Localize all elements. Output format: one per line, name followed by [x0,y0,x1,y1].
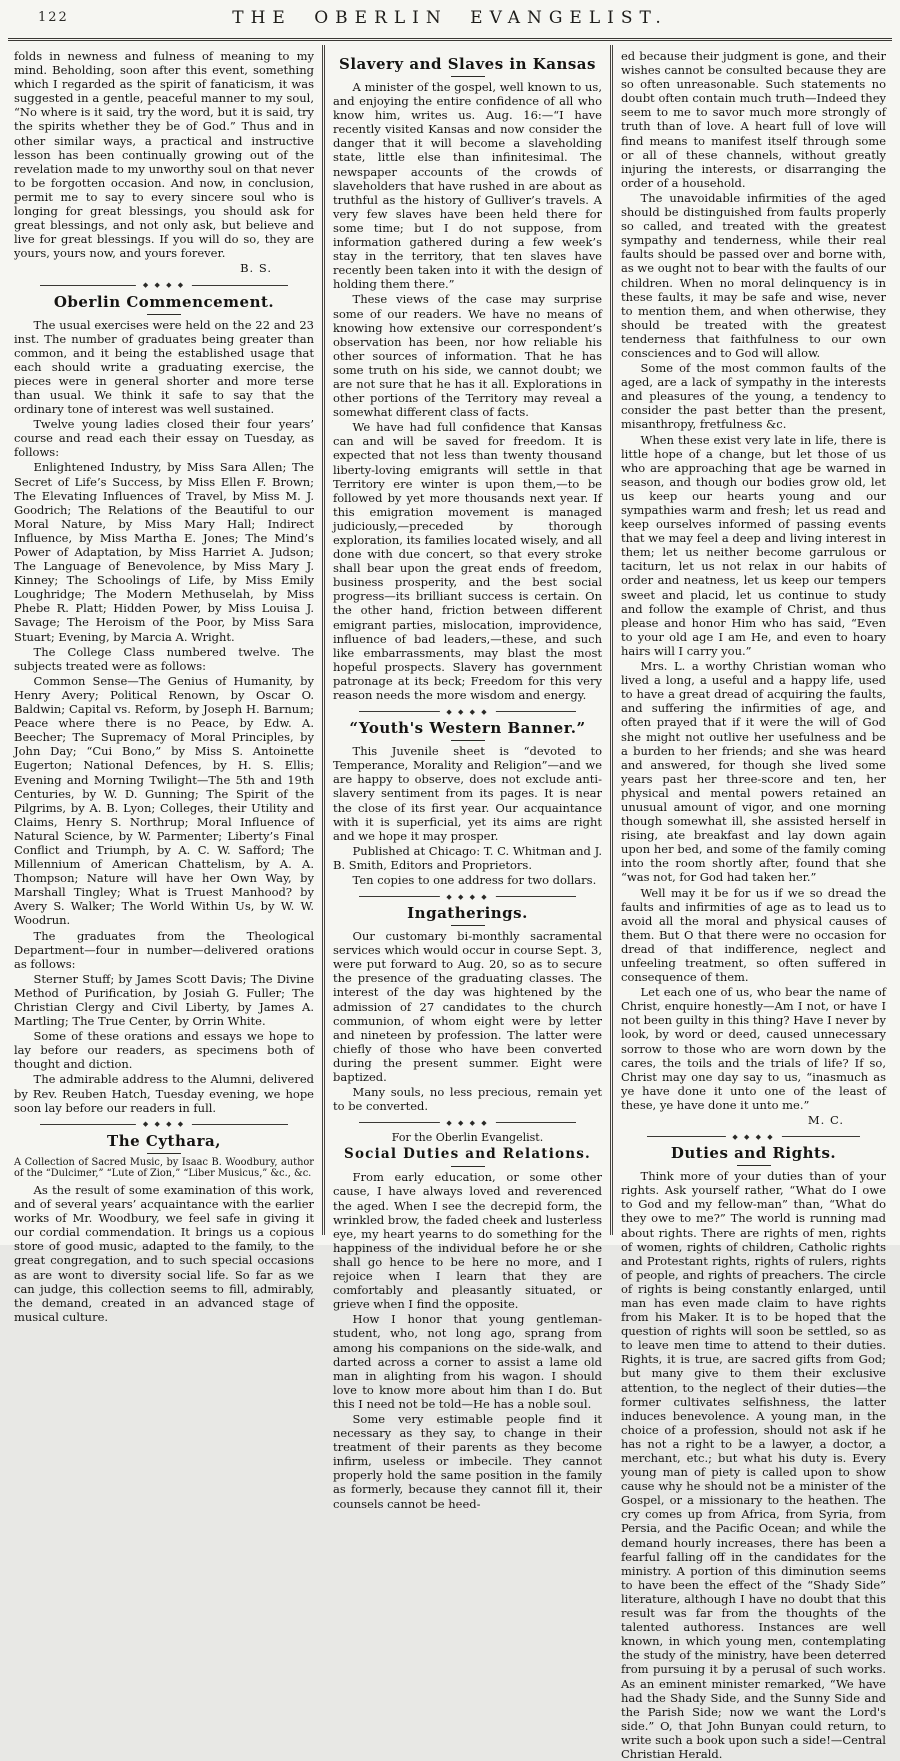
article-paragraph: Many souls, no less precious, remain yet to be converted. [333,1085,602,1114]
article-divider [359,1118,576,1127]
article-paragraph: A minister of the gospel, well known to us, and enjoying the entire confidence of all who know him, writes us. Aug. 16:—“I have recently visited Kansas and now consider the danger that it will become a slaveholding state, little else than infinitesimal. The newspaper accounts of the crowds of slaveholders that have rushed in are about as truthful as the history of Gulliver’s travels. A very few slaves have been held there for some time; but I do not suppose, from information gathered during a few week’s stay in the territory, that ten slaves have recently been taken into it with the design of holding them there.” [333,80,602,292]
article-paragraph: Think more of your duties than of your rights. Ask yourself rather, “What do I owe to God and my fellow-man” than, “What do they owe to me?” The world is running mad about rights. There are rights of men, rights of women, rights of children, Catholic rights and Protestant rights, rights of rulers, rights of people, and rights of preachers. The circle of rights is being constantly enlarged, until man has even made claim to have rights from his Maker. It is to be hoped that the question of rights will soon be settled, so as to leave men time to attend to their duties. Rights, it is true, are sacred gifts from God; but many give to them their exclusive attention, to the neglect of their duties—the former cultivates selfishness, the latter induces benevolence. A young man, in the choice of a profession, should not ask if he has not a right to be a lawyer, a doctor, a merchant, etc.; but what his duty is. Every young man of piety is called upon to show cause why he should not be a minister of the Gospel, or a missionary to the heathen. The cry comes up from Africa, from Syria, from Persia, and the Pacific Ocean; and while the demand hourly increases, there has been a fearful falling off in the candidates for the ministry. A portion of this diminution seems to have been the effect of the “Shady Side” literature, although I have no doubt that this result was far from the thoughts of the talented authoress. Instances are well known, in which young men, contemplating the study of the ministry, have been deterred from pursuing it by a perusal of such works. As an eminent minister remarked, “We have had the Shady Side, and the Sunny Side and the Parish Side; now we want the Lord's side.” O, that John Bunyan could return, to write such a book upon such a side!—Central Christian Herald. [621,1169,886,1761]
divider-ornament-icon: ◆ ◆ ◆ ◆ [439,1117,495,1129]
article-heading: Social Duties and Relations. [333,1146,602,1167]
article-paragraph: Some of these orations and essays we hope to lay before our readers, as specimens both of thought and diction. [14,1029,314,1072]
article-divider [40,1120,288,1129]
article-paragraph: The unavoidable infirmities of the aged should be distinguished from faults properly so called, and treated with the greatest sympathy and tenderness, while their real faults should be passed over and borne with, as we ought not to bear with the faults of our children. When no moral delinquency is in these faults, it may be safe and wise, never to mention them, and when otherwise, they should be treated with the greatest tenderness that faithfulness to our own consciences and to God will allow. [621,190,886,360]
divider-ornament-icon: ◆ ◆ ◆ ◆ [136,1118,192,1130]
divider-ornament-icon: ◆ ◆ ◆ ◆ [439,891,495,903]
article-subheading: For the Oberlin Evangelist. [391,1131,544,1145]
author-signature: M. C. [807,1113,844,1128]
article-paragraph: Ten copies to one address for two dollars. [352,872,597,887]
article-divider [359,707,576,716]
article-divider [359,892,576,901]
article-paragraph: Let each one of us, who bear the name of Christ, enquire honestly—Am I not, or have I not been guilty in this thing? Have I never by look, by word or deed, caused unnecessary sorrow to those who are worn down by the cares, the toils and the trials of life? If so, Christ may one day say to us, “inasmuch as ye have done it unto one of the least of these, ye have done it unto me.” [621,985,886,1112]
article-heading: The Cythara, [14,1133,314,1154]
column-layout [6,45,894,1761]
article-paragraph: Some of the most common faults of the aged, are a lack of sympathy in the interests and pleasures of the young, a tendency to consider the past better than the present, misanthropy, fretfulness &c. [621,361,886,432]
article-divider [40,281,288,289]
article-paragraph: When these exist very late in life, there is little hope of a change, but let those of us who are approaching that age be warned in season, and though our bodies grow old, let us keep our hearts young and our sympathies warm and fresh; let us read and keep ourselves informed of passing events that we may feel a deep and living interest in them; let us neither become garrulous or taciturn, let us not relax in our habits of order and neatness, let us keep our tempers sweet and placid, let us continue to study and follow the example of Christ, and thus please and honor Him who has said, “Even to your old age I am He, and even to hoary hairs will I carry you.” [621,432,886,658]
article-paragraph: The College Class numbered twelve. The subjects treated were as follows: [14,644,314,673]
divider-ornament-icon: ◆ ◆ ◆ ◆ [725,1131,781,1143]
article-paragraph: The graduates from the Theological Department—four in number—delivered orations as follows: [14,928,314,971]
article-paragraph: From early education, or some other cause, I have always loved and reverenced the aged. When I see the decrepid form, the wrinkled brow, the faded cheek and lusterless eye, my heart yearns to do something for the happiness of the individual before he or she shall go hence to be here no more, and I rejoice when I learn that they are comfortably and pleasantly situated, or grieve when I find the opposite. [333,1170,602,1312]
article-paragraph: Some very estimable people find it necessary as they say, to change in their treatment of their parents as they become infirm, useless or imbecile. They cannot properly hold the same position in the family as formerly, because they cannot fill it, their counsels cannot be heed- [333,1411,602,1511]
column-2 [322,45,610,1511]
masthead-title: THE OBERLIN EVANGELIST. [232,8,668,28]
divider-ornament-icon: ◆ ◆ ◆ ◆ [136,279,192,291]
article-byline: A Collection of Sacred Music, by Isaac B. Woodbury, author of the “Dulcimer,” “Lute of Zion,” “Liber Musicus,” &c., &c. [14,1156,314,1180]
column-1 [6,45,322,1324]
article-paragraph: Our customary bi-monthly sacramental services which would occur in course Sept. 3, were put forward to Aug. 20, so as to secure the presence of the graduating classes. The interest of the day was hightened by the admission of 27 candidates to the church communion, of whom eight were by letter and nineteen by profession. The latter were chiefly of those who have been converted during the present summer. Eight were baptized. [333,929,602,1084]
article-paragraph: This Juvenile sheet is “devoted to Temperance, Morality and Religion”—and we are happy to observe, does not exclude anti-slavery sentiment from its pages. It is near the close of its first year. Our acquaintance with it is superficial, yet its aims are right and we hope it may prosper. [333,744,602,843]
article-paragraph: ed because their judgment is gone, and their wishes cannot be consulted because they are so often unreasonable. Such statements no doubt often contain much truth—Indeed they seem to me to savor much more strongly of truth than of love. A heart full of love will find means to manifest itself through some or all of these channels, without greatly injuring the interests, or disarranging the order of a household. [621,49,886,190]
article-paragraph: These views of the case may surprise some of our readers. We have no means of knowing how extensive our correspondent’s observation has been, nor how reliable his other sources of information. That he has some truth on his side, we cannot doubt; we are not sure that he has it all. Explorations in other portions of the Territory may reveal a somewhat different class of facts. [333,292,602,420]
article-heading: Duties and Rights. [621,1145,886,1166]
article-paragraph: Mrs. L. a worthy Christian woman who lived a long, a useful and a happy life, used to have a great dread of acquiring the faults, and suffering the infirmities of age, and often prayed that if it were the will of God she might not outlive her usefulness and be a burden to her friends; and she was heard and answered, for though she lived some years past her three-score and ten, her physical and mental powers retained an unusual amount of vigor, and one morning though somewhat ill, she assisted herself in rising, ate breakfast and lay down again upon her bed, and some of the family coming into the room shortly after, found that she “was not, for God had taken her.” [621,659,886,885]
article-paragraph: The admirable address to the Alumni, delivered by Rev. Reuben Hatch, Tuesday evening, we hope soon lay before our readers in full. [14,1072,314,1115]
article-paragraph: Enlightened Industry, by Miss Sara Allen; The Secret of Life’s Success, by Miss Ellen F. Brown; The Elevating Influences of Travel, by Miss M. J. Goodrich; The Relations of the Beautiful to our Moral Nature, by Miss Mary Hall; Indirect Influence, by Miss Martha E. Jones; The Mind’s Power of Adaptation, by Miss Harriet A. Judson; The Language of Benevolence, by Miss Mary J. Kinney; The Schoolings of Life, by Miss Emily Loughridge; The Modern Methuselah, by Miss Phebe R. Platt; Hidden Power, by Miss Louisa J. Savage; The Heroism of the Poor, by Miss Sara Stuart; Evening, by Marcia A. Wright. [14,460,314,644]
article-paragraph: Twelve young ladies closed their four years’ course and read each their essay on Tuesday, as follows: [14,417,314,460]
article-paragraph: Published at Chicago: T. C. Whitman and J. B. Smith, Editors and Proprietors. [333,843,602,872]
article-paragraph: As the result of some examination of this work, and of several years’ acquaintance with the earlier works of Mr. Woodbury, we feel safe in giving it our cordial commendation. It brings us a copious store of good music, adapted to the family, to the great congregation, and to such special occasions as are wont to diversity social life. So far as we can judge, this collection seems to fill, admirably, the demand, created in an advanced stage of musical culture. [14,1182,314,1324]
article-paragraph: Sterner Stuff; by James Scott Davis; The Divine Method of Purification, by Josiah G. Fuller; The Christian Clergy and Civil Liberty, by James A. Martling; The True Center, by Orrin White. [14,971,314,1029]
article-heading: “Youth's Western Banner.” [333,720,602,741]
article-paragraph: How I honor that young gentleman-student, who, not long ago, sprang from among his companions on the side-walk, and darted across a corner to assist a lame old man in alighting from his wagon. I should love to know more about him than I do. But this I need not be told—He has a noble soul. [333,1312,602,1411]
article-heading: Oberlin Commencement. [14,294,314,315]
divider-ornament-icon: ◆ ◆ ◆ ◆ [439,706,495,718]
page-header [0,0,900,36]
article-divider [647,1132,860,1141]
author-signature: B. S. [240,261,272,276]
column-3 [610,45,894,1761]
article-paragraph: folds in newness and fulness of meaning to my mind. Beholding, soon after this event, something which I regarded as the spirit of fanaticism, it was suggested in a gentle, peaceful manner to my soul, “No where is it said, try the word, but it is said, try the spirits whether they be of God.” Thus and in other similar ways, a practical and instructive lesson has been continually growing out of the revelation made to my unworthy soul on that never to be forgotten occasion. And now, in conclusion, permit me to say to every sincere soul who is longing for great blessings, you should ask for great blessings, and not only ask, but believe and live for great blessings. If you will do so, they are yours, yours now, and yours forever. [14,49,314,261]
article-paragraph: Common Sense—The Genius of Humanity, by Henry Avery; Political Renown, by Oscar O. Baldwin; Capital vs. Reform, by Joseph H. Barnum; Peace where there is no Peace, by Edw. A. Beecher; The Supremacy of Moral Principles, by John Day; “Cui Bono,” by Miss S. Antoinette Eugerton; National Defences, by H. S. Ellis; Evening and Morning Twilight—The 5th and 19th Centuries, by W. D. Gunning; The Spirit of the Pilgrims, by A. B. Lyon; Colleges, their Utility and Claims, Henry S. Northrup; Moral Influence of Natural Science, by W. Parmenter; Liberty’s Final Conflict and Triumph, by A. C. W. Safford; The Millennium of American Chattelism, by A. A. Thompson; Nature will have her Own Way, by Marshall Tingley; What is Truest Manhood? by Avery S. Walker; The World Within Us, by W. W. Woodrun. [14,673,314,928]
header-rule [8,38,892,41]
article-paragraph: We have had full confidence that Kansas can and will be saved for freedom. It is expected that not less than twenty thousand liberty-loving emigrants will settle in that Territory ere winter is upon them,—to be followed by yet more thousands next year. If this emigration movement is managed judiciously,—preceded by thorough exploration, its families located wisely, and all done with due concert, so that every stroke shall bear upon the great ends of freedom, business prosperity, and the best social progress—its brilliant success is certain. On the other hand, friction between different emigrant parties, mislocation, improvidence, influence of bad leaders,—these, and such like embarrassments, may blast the most hopeful prospects. Slavery has government patronage at its beck; Freedom for this very reason needs the more wisdom and energy. [333,420,602,703]
article-heading: Ingatherings. [333,905,602,926]
article-heading: Slavery and Slaves in Kansas [333,56,602,77]
page-number: 122 [38,10,69,25]
article-paragraph: Well may it be for us if we so dread the faults and infirmities of age as to lead us to avoid all the moral and physical causes of them. But O that there were no occasion for dread of that indifference, neglect and unfeeling treatment, so often suffered in consequence of them. [621,885,886,985]
article-paragraph: The usual exercises were held on the 22 and 23 inst. The number of graduates being greater than common, and it being the established usage that each should write a graduating exercise, the pieces were in general shorter and more terse than usual. We think it safe to say that the ordinary tone of interest was well sustained. [14,317,314,417]
